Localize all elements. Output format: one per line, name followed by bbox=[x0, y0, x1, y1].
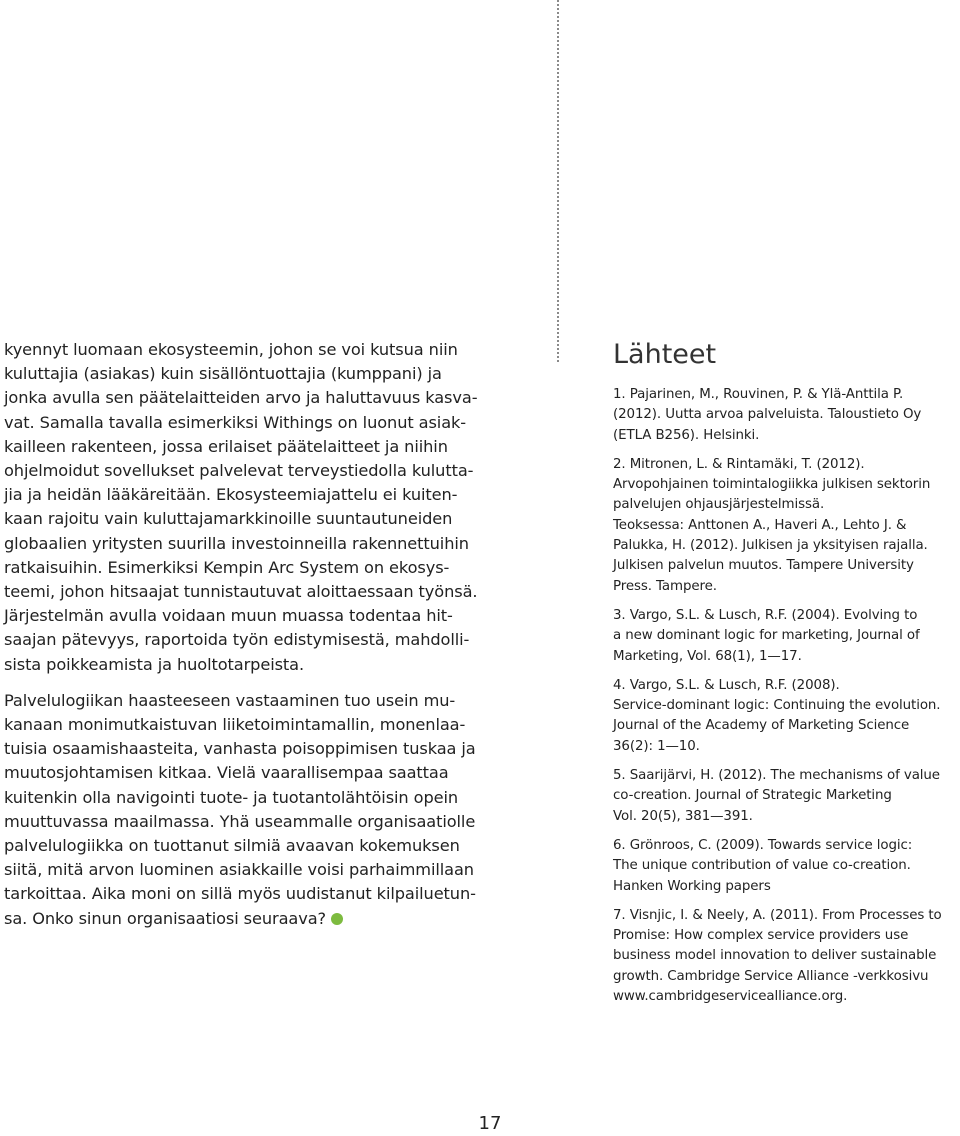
reference-line: 3. Vargo, S.L. & Lusch, R.F. (2004). Evolving to bbox=[613, 607, 918, 623]
reference-line: palvelujen ohjausjärjestelmissä. bbox=[613, 497, 825, 513]
reference-line: 1. Pajarinen, M., Rouvinen, P. & Ylä-Anttila P. bbox=[613, 387, 904, 402]
reference-line: Marketing, Vol. 68(1), 1—17. bbox=[613, 648, 802, 664]
reference-line: 2. Mitronen, L. & Rintamäki, T. (2012). bbox=[613, 456, 865, 472]
text-line: siitä, mitä arvon luominen asiakkaille voisi parhaimmillaan bbox=[4, 860, 474, 880]
reference-line: a new dominant logic for marketing, Journal of bbox=[613, 628, 920, 644]
text-line: vat. Samalla tavalla esimerkiksi Withings on luonut asiak- bbox=[4, 412, 467, 432]
text-line-content: sa. Onko sinun organisaatiosi seuraava? bbox=[4, 908, 327, 928]
reference-line: Press. Tampere. bbox=[613, 578, 717, 594]
reference-line: Hanken Working papers bbox=[613, 878, 771, 894]
text-line: kuitenkin olla navigointi tuote- ja tuotantolähtöisin opein bbox=[4, 787, 459, 807]
text-line: sista poikkeamista ja huoltotarpeista. bbox=[4, 654, 305, 674]
text-line: muutosjohtamisen kitkaa. Vielä vaarallisempaa saattaa bbox=[4, 763, 449, 783]
reference-line: (2012). Uutta arvoa palveluista. Taloustieto Oy bbox=[613, 407, 922, 423]
page-number: 17 bbox=[478, 1113, 502, 1134]
reference-item bbox=[613, 455, 958, 597]
reference-line: The unique contribution of value co-creation. bbox=[613, 858, 911, 874]
reference-line: business model innovation to deliver sustainable bbox=[613, 948, 937, 964]
reference-line: 7. Visnjic, I. & Neely, A. (2011). From Processes to bbox=[613, 907, 942, 923]
text-line: globaalien yritysten suurilla investoinneilla rakennettuihin bbox=[4, 533, 469, 553]
text-line: kailleen rakenteen, jossa erilaiset päätelaitteet ja niihin bbox=[4, 436, 448, 456]
references-heading: Lähteet bbox=[613, 339, 717, 370]
text-line: tarkoittaa. Aika moni on sillä myös uudistanut kilpailuetun- bbox=[4, 884, 476, 904]
reference-line: www.cambridgeservicealliance.org. bbox=[613, 989, 848, 1005]
reference-line: 6. Grönroos, C. (2009). Towards service logic: bbox=[613, 837, 913, 853]
reference-line: Journal of the Academy of Marketing Science bbox=[613, 718, 910, 734]
article-body bbox=[4, 338, 478, 931]
reference-line: Promise: How complex service providers use bbox=[613, 928, 909, 944]
reference-item bbox=[613, 906, 958, 1007]
column-divider bbox=[557, 0, 559, 362]
text-line: saajan pätevyys, raportoida työn edistymisestä, mahdolli- bbox=[4, 630, 470, 650]
reference-line: 36(2): 1—10. bbox=[613, 738, 700, 754]
reference-line: Palukka, H. (2012). Julkisen ja yksityisen rajalla. bbox=[613, 538, 928, 554]
reference-line: (ETLA B256). Helsinki. bbox=[613, 427, 760, 443]
reference-line: 4. Vargo, S.L. & Lusch, R.F. (2008). bbox=[613, 677, 840, 693]
text-line: teemi, johon hitsaajat tunnistautuvat aloittaessaan työnsä. bbox=[4, 582, 478, 602]
text-line: kaan rajoitu vain kuluttajamarkkinoille suuntautuneiden bbox=[4, 509, 453, 529]
text-line: muuttuvassa maailmassa. Yhä useammalle organisaatiolle bbox=[4, 811, 476, 831]
reference-line: Arvopohjainen toimintalogiikka julkisen sektorin bbox=[613, 477, 931, 493]
text-line: tuisia osaamishaasteita, vanhasta poisoppimisen tuskaa ja bbox=[4, 739, 476, 759]
reference-line: Teoksessa: Anttonen A., Haveri A., Lehto J. & bbox=[613, 517, 907, 533]
text-line bbox=[4, 907, 474, 931]
text-line: kuluttajia (asiakas) kuin sisällöntuottajia (kumppani) ja bbox=[4, 364, 442, 384]
text-line: kanaan monimutkaistuvan liiketoimintamallin, monenlaa- bbox=[4, 715, 466, 735]
text-line: Järjestelmän avulla voidaan muun muassa todentaa hit- bbox=[4, 606, 453, 626]
reference-line: Vol. 20(5), 381—391. bbox=[613, 808, 753, 824]
body-paragraph bbox=[4, 689, 474, 931]
text-line: kyennyt luomaan ekosysteemin, johon se voi kutsua niin bbox=[4, 340, 458, 359]
text-line: jia ja heidän lääkäreitään. Ekosysteemiajattelu ei kuiten- bbox=[4, 485, 458, 505]
reference-line: co-creation. Journal of Strategic Marketing bbox=[613, 788, 892, 804]
text-line: Palvelulogiikan haasteeseen vastaaminen tuo usein mu- bbox=[4, 690, 456, 710]
reference-item bbox=[613, 836, 958, 897]
references-section bbox=[613, 338, 958, 1016]
reference-line: Julkisen palvelun muutos. Tampere University bbox=[613, 558, 914, 574]
text-line: palvelulogiikka on tuottanut silmiä avaavan kokemuksen bbox=[4, 836, 460, 856]
reference-item bbox=[613, 385, 958, 446]
reference-line: Service-dominant logic: Continuing the evolution. bbox=[613, 698, 941, 714]
text-line: ohjelmoidut sovellukset palvelevat terveystiedolla kulutta- bbox=[4, 461, 474, 481]
reference-item bbox=[613, 766, 958, 827]
reference-item bbox=[613, 606, 958, 667]
body-paragraph bbox=[4, 338, 478, 677]
reference-item bbox=[613, 676, 958, 757]
reference-line: growth. Cambridge Service Alliance -verkkosivu bbox=[613, 968, 929, 984]
text-line: jonka avulla sen päätelaitteiden arvo ja haluttavuus kasva- bbox=[4, 388, 478, 408]
reference-line: 5. Saarijärvi, H. (2012). The mechanisms of value bbox=[613, 768, 940, 784]
green-dot-icon bbox=[331, 913, 343, 925]
text-line: ratkaisuihin. Esimerkiksi Kempin Arc System on ekosys- bbox=[4, 557, 450, 577]
